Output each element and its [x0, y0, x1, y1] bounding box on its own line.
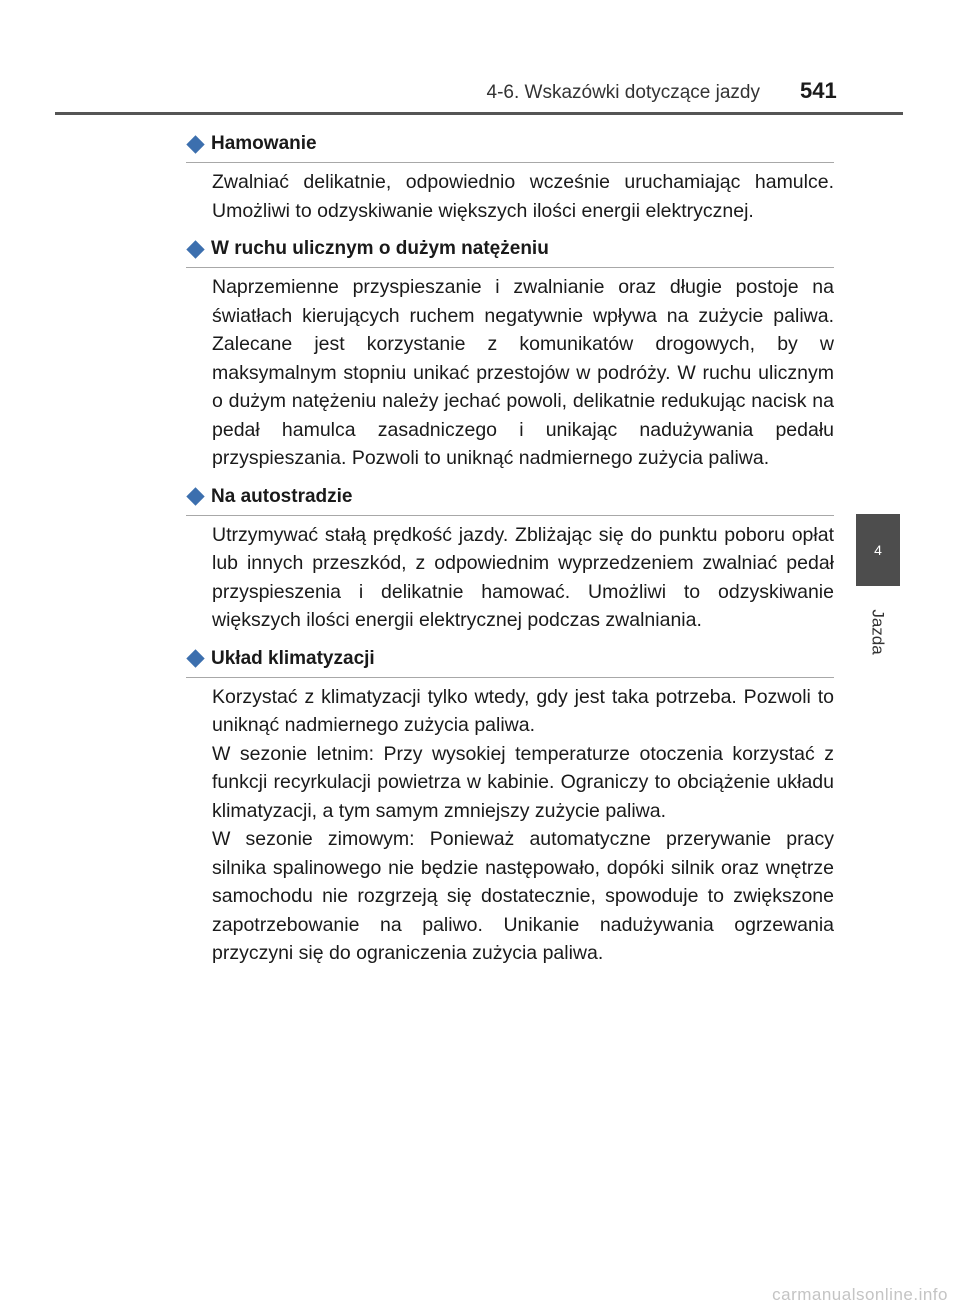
section-body [186, 268, 834, 481]
section-heading [186, 128, 834, 163]
section-body [186, 163, 834, 233]
paragraph: Naprzemienne przyspieszanie i zwalnianie oraz długie postoje na światłach kierujących ruchem negatywnie wpływa na zużycie paliwa. Zalecane jest korzystanie z komunikatów drogowych, by w maksymalnym stopniu unikać przestojów w podróży. W ruchu ulicznym o dużym natężeniu należy jechać powoli, delikatnie redukując nacisk na pedał hamulca zasadniczego i unikając nadużywania pedału przyspieszania. Pozwoli to uniknąć nadmiernego zużycia paliwa. [212, 276, 834, 469]
page-content [186, 128, 834, 976]
paragraph: Zwalniać delikatnie, odpowiednio wcześnie uruchamiając hamulce. Umożliwi to odzyskiwanie większych ilości energii elektrycznej. [212, 171, 834, 222]
diamond-bullet-icon [186, 487, 204, 505]
paragraph: Utrzymywać stałą prędkość jazdy. Zbliżając się do punktu poboru opłat lub innych przeszkód, z odpowiednim wyprzedzeniem zwalniać pedał przyspieszenia i delikatnie hamować. Umożliwi to odzyskiwanie większych ilości energii elektrycznej podczas zwalniania. [212, 523, 834, 631]
section-ruch-uliczny [186, 233, 834, 481]
chapter-tab [856, 514, 900, 586]
section-klimatyzacja [186, 643, 834, 976]
paragraph: Korzystać z klimatyzacji tylko wtedy, gdy jest taka potrzeba. Pozwoli to uniknąć nadmiernego zużycia paliwa. [212, 685, 834, 736]
section-heading-text: W ruchu ulicznym o dużym natężeniu [211, 238, 549, 259]
chapter-label-text: Jazda [869, 609, 888, 655]
header-section-title: 4-6. Wskazówki dotyczące jazdy [486, 82, 760, 103]
section-autostrada [186, 481, 834, 643]
section-body [186, 678, 834, 976]
section-heading-text: Hamowanie [211, 133, 317, 154]
watermark: carmanualsonline.info [772, 1285, 948, 1304]
section-heading-text: Na autostradzie [211, 485, 353, 507]
diamond-bullet-icon [186, 649, 204, 667]
diamond-bullet-icon [186, 135, 204, 153]
diamond-bullet-icon [186, 240, 204, 258]
section-heading [186, 481, 834, 516]
chapter-label [862, 602, 894, 662]
section-heading [186, 643, 834, 678]
page-header [0, 0, 960, 120]
chapter-number: 4 [874, 542, 882, 558]
section-body [186, 516, 834, 643]
section-hamowanie [186, 128, 834, 233]
paragraph: W sezonie zimowym: Ponieważ automatyczne przerywanie pracy silnika spalinowego nie będzie następowało, dopóki silnik oraz wnętrze samochodu nie rozgrzeją się dostatecznie, spowoduje to zwiększone zapotrzebowanie na paliwo. Unikanie nadużywania ogrzewania przyczyni się do ograniczenia zużycia paliwa. [212, 828, 834, 964]
section-heading-text: Układ klimatyzacji [211, 647, 375, 669]
section-heading [186, 233, 834, 268]
paragraph: W sezonie letnim: Przy wysokiej temperaturze otoczenia korzystać z funkcji recyrkulacji powietrza w kabinie. Ograniczy to obciążenie układu klimatyzacji, a tym samym zmniejszy zużycie paliwa. [212, 742, 834, 822]
page-number: 541 [800, 78, 837, 103]
header-divider [55, 112, 903, 115]
